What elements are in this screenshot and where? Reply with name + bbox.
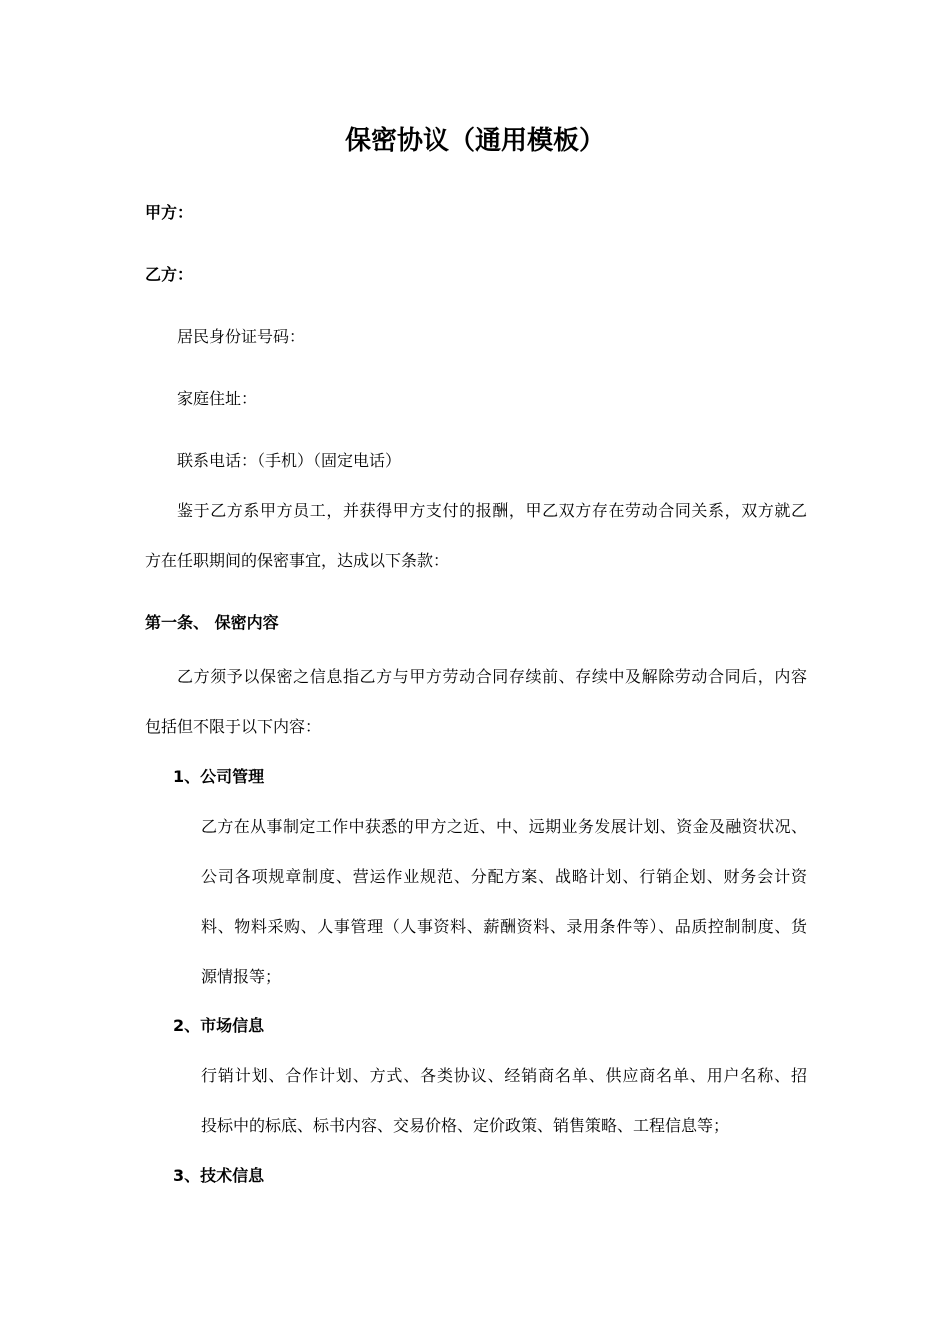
phone-label: 联系电话：（手机）（固定电话） <box>177 451 402 470</box>
address-label: 家庭住址： <box>177 389 258 408</box>
item-text-line: 料、物料采购、人事管理（人事资料、薪酬资料、录用条件等）、品质控制制度、货 <box>201 917 807 936</box>
article-intro-line: 乙方须予以保密之信息指乙方与甲方劳动合同存续前、存续中及解除劳动合同后，内容 <box>177 667 807 686</box>
item-text-line: 源情报等； <box>201 967 282 986</box>
item-text-line: 行销计划、合作计划、方式、各类协议、经销商名单、供应商名单、用户名称、招 <box>201 1066 807 1085</box>
item-text-line: 投标中的标底、标书内容、交易价格、定价政策、销售策略、工程信息等； <box>201 1116 730 1135</box>
item-text-line: 公司各项规章制度、营运作业规范、分配方案、战略计划、行销企划、财务会计资 <box>201 867 807 886</box>
item-heading: 3、技术信息 <box>173 1166 265 1185</box>
article-intro-line: 包括但不限于以下内容： <box>145 717 322 736</box>
document-title: 保密协议（通用模板） <box>344 126 605 156</box>
item-heading: 2、市场信息 <box>173 1016 265 1035</box>
article-heading: 第一条、 保密内容 <box>145 613 279 632</box>
preamble-line: 鉴于乙方系甲方员工，并获得甲方支付的报酬，甲乙双方存在劳动合同关系，双方就乙 <box>177 501 807 520</box>
id-number-label: 居民身份证号码： <box>177 327 306 346</box>
item-heading: 1、公司管理 <box>173 767 265 786</box>
party-b-label: 乙方： <box>145 265 194 284</box>
item-text-line: 乙方在从事制定工作中获悉的甲方之近、中、远期业务发展计划、资金及融资状况、 <box>201 817 807 836</box>
preamble-line: 方在任职期间的保密事宜，达成以下条款： <box>145 551 450 570</box>
party-a-label: 甲方： <box>145 203 194 222</box>
